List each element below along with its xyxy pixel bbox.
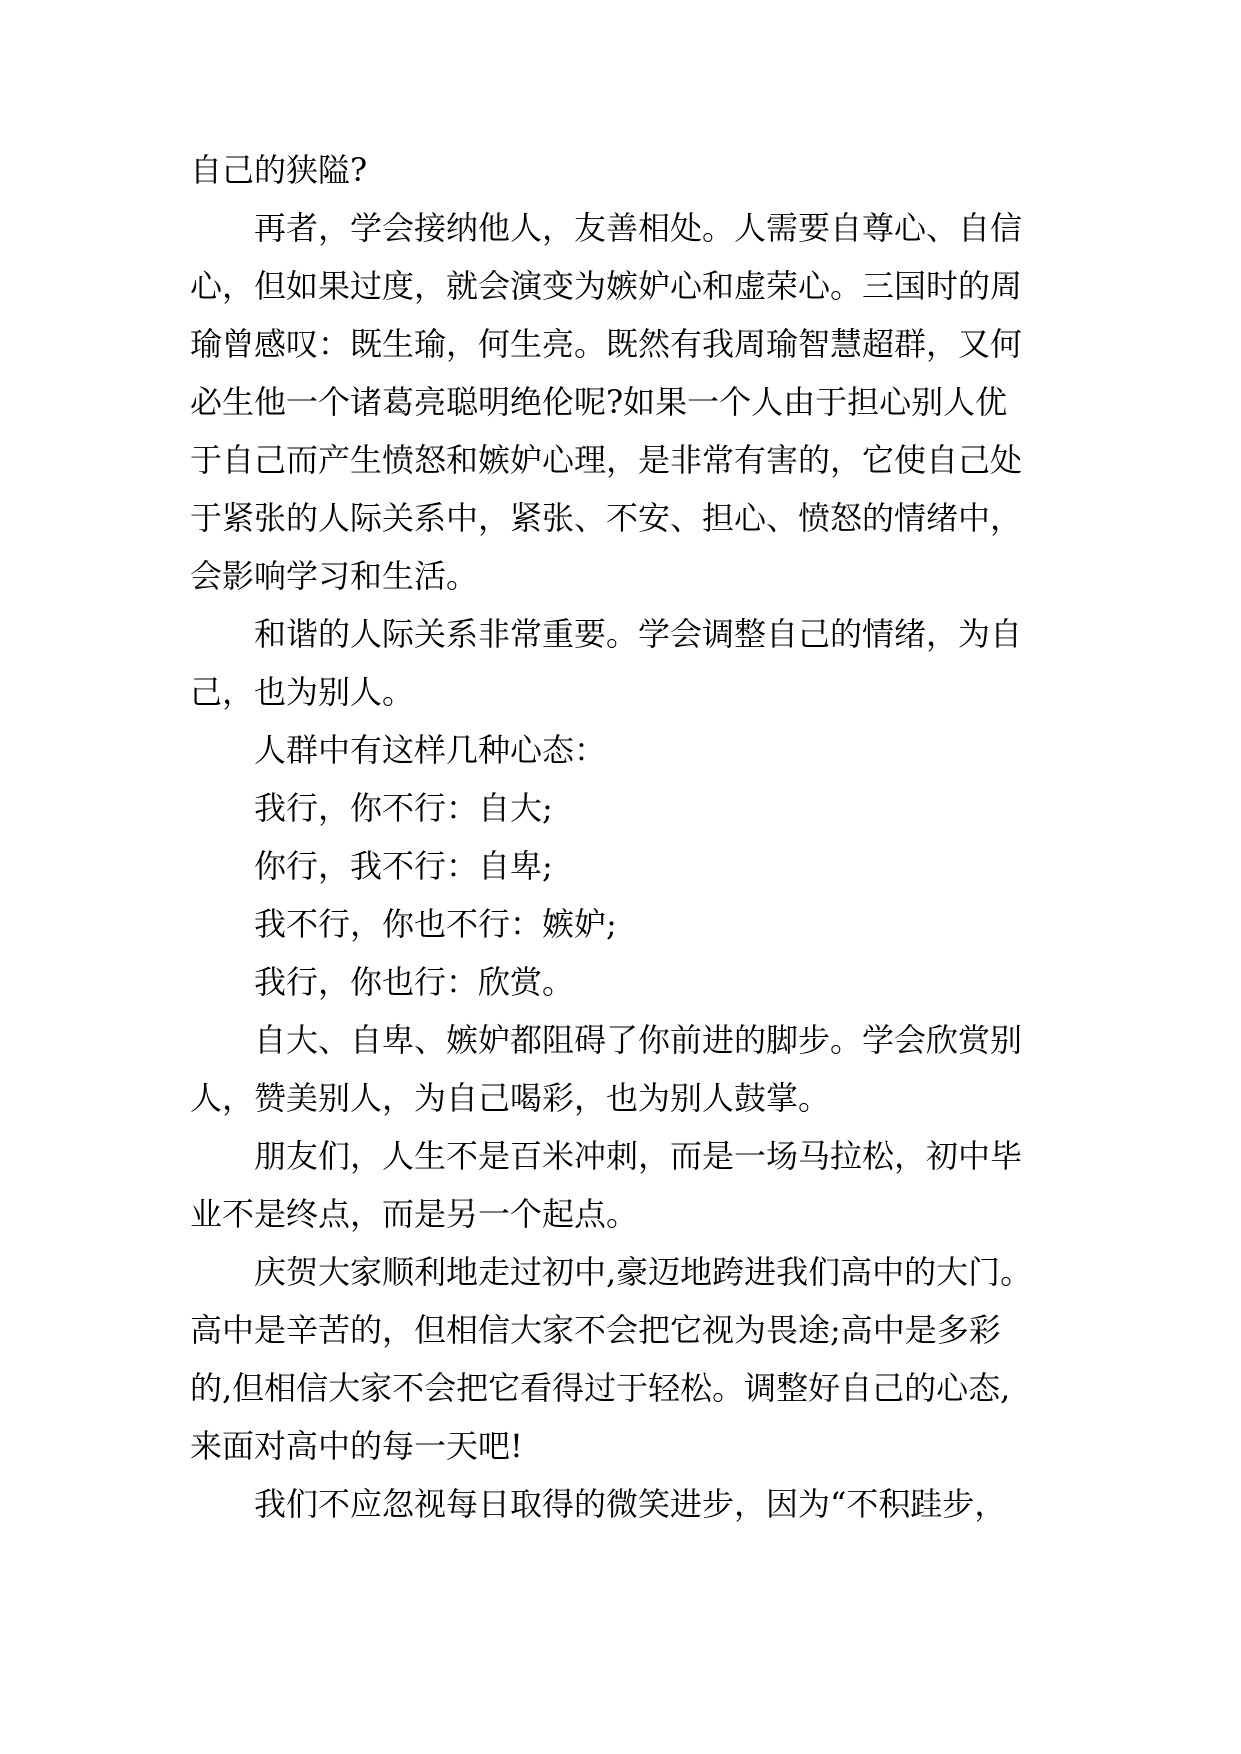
text-line: 于自己而产生愤怒和嫉妒心理，是非常有害的，它使自己处 <box>190 441 1023 479</box>
text-line: 的,但相信大家不会把它看得过于轻松。调整好自己的心态, <box>190 1369 1011 1407</box>
text-line: 我行，你不行：自大; <box>254 789 553 827</box>
text-line: 自大、自卑、嫉妒都阻碍了你前进的脚步。学会欣赏别 <box>254 1021 1023 1059</box>
text-line: 自己的狭隘? <box>190 151 368 189</box>
text-line: 于紧张的人际关系中，紧张、不安、担心、愤怒的情绪中， <box>190 499 1023 537</box>
text-line: 我行，你也行：欣赏。 <box>254 963 575 1001</box>
text-line: 我不行，你也不行：嫉妒; <box>254 905 617 943</box>
text-line: 来面对高中的每一天吧! <box>190 1427 523 1465</box>
text-line: 庆贺大家顺利地走过初中,豪迈地跨进我们高中的大门。 <box>254 1253 1033 1291</box>
text-line: 必生他一个诸葛亮聪明绝伦呢?如果一个人由于担心别人优 <box>190 383 1008 421</box>
text-line: 人，赞美别人，为自己喝彩，也为别人鼓掌。 <box>190 1079 831 1117</box>
text-line: 心，但如果过度，就会演变为嫉妒心和虚荣心。三国时的周 <box>190 267 1023 305</box>
text-line: 瑜曾感叹：既生瑜，何生亮。既然有我周瑜智慧超群，又何 <box>190 325 1023 363</box>
text-line: 业不是终点，而是另一个起点。 <box>190 1195 639 1233</box>
text-line: 再者，学会接纳他人，友善相处。人需要自尊心、自信 <box>254 209 1023 247</box>
text-line: 人群中有这样几种心态： <box>254 731 607 769</box>
text-line: 高中是辛苦的，但相信大家不会把它视为畏途;高中是多彩 <box>190 1311 1001 1349</box>
text-line: 和谐的人际关系非常重要。学会调整自己的情绪，为自 <box>254 615 1023 653</box>
text-line: 会影响学习和生活。 <box>190 557 479 595</box>
text-line: 朋友们，人生不是百米冲刺，而是一场马拉松，初中毕 <box>254 1137 1023 1175</box>
text-line: 你行，我不行：自卑; <box>254 847 553 885</box>
text-line: 己，也为别人。 <box>190 673 415 711</box>
text-line: 我们不应忽视每日取得的微笑进步，因为“不积跬步， <box>254 1485 1007 1523</box>
